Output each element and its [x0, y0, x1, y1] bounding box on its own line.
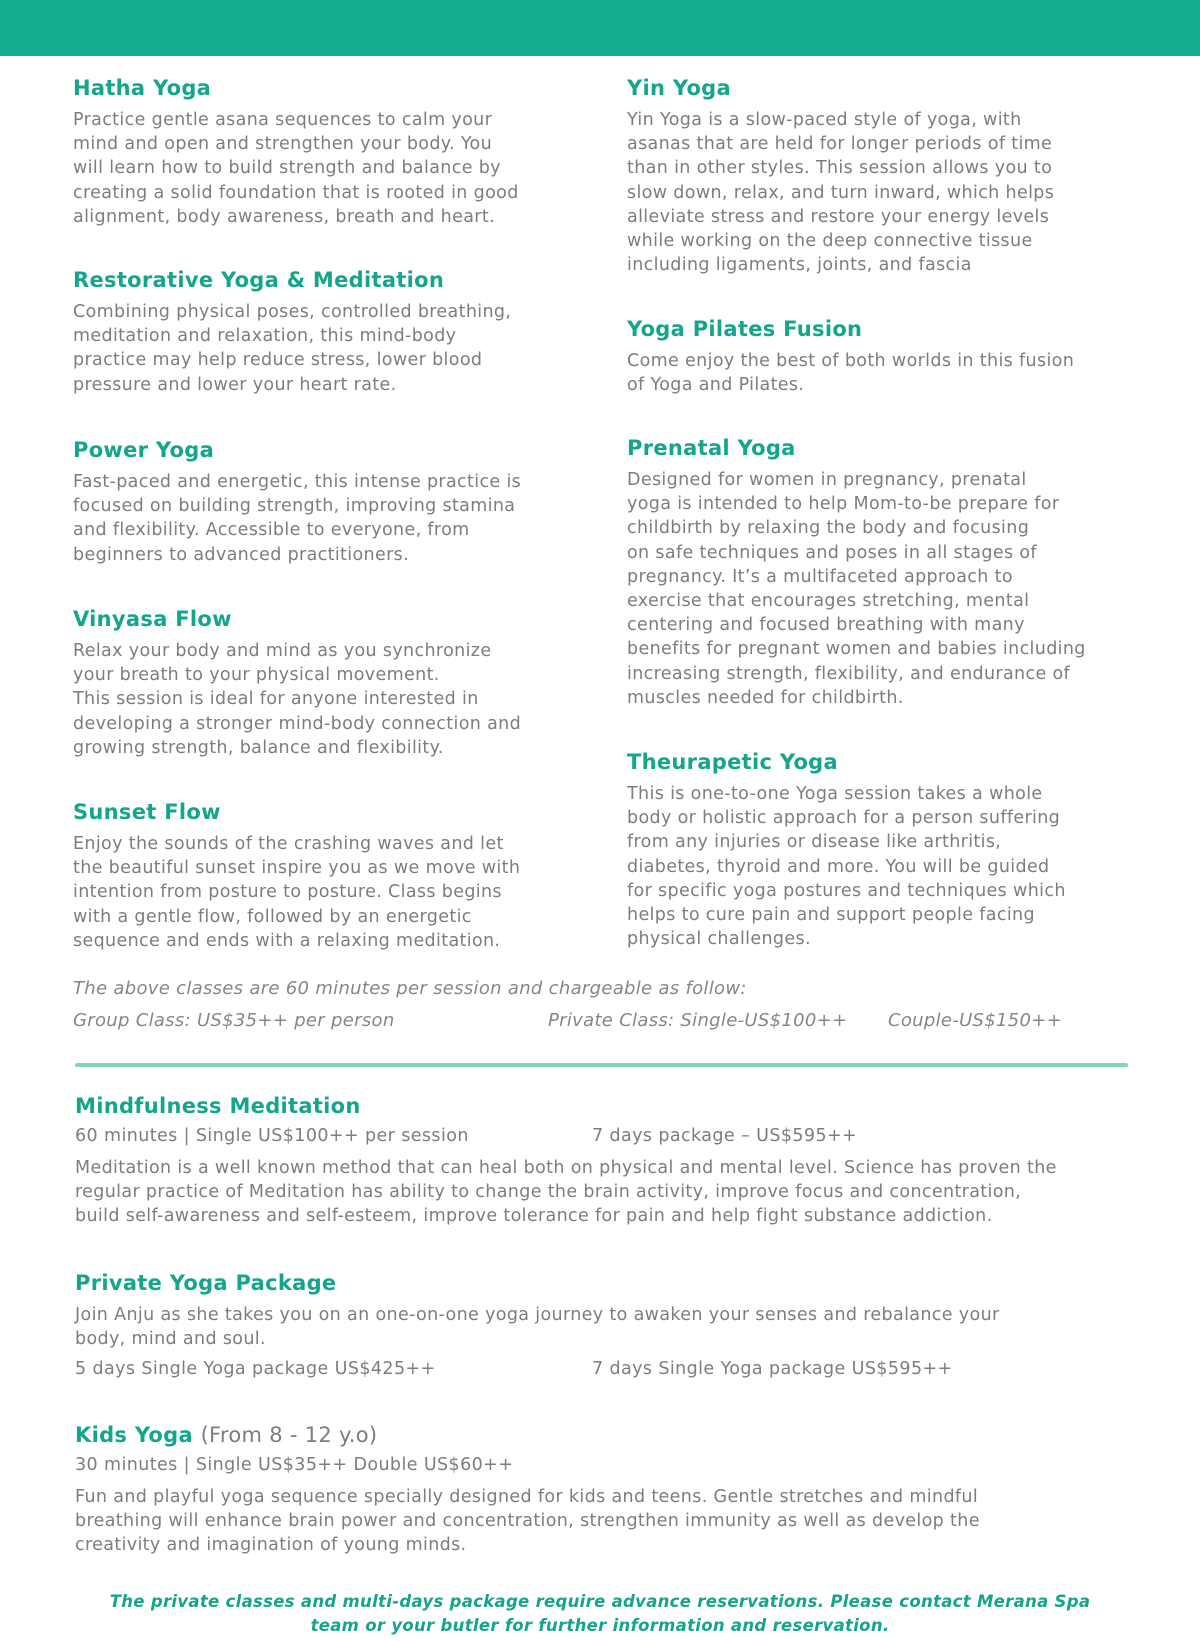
- group-class-price: Group Class: US$35++ per person: [73, 1010, 395, 1031]
- mindfulness-package-price: 7 days package – US$595++: [592, 1126, 858, 1146]
- section-description: Come enjoy the best of both worlds in this fusion of Yoga and Pilates.: [627, 351, 1075, 396]
- section-divider: [75, 1063, 1128, 1067]
- section-mindfulness-meditation: [75, 1092, 1135, 1229]
- kids-yoga-title: Kids Yoga: [75, 1423, 193, 1447]
- section-therapeutic-yoga: [627, 748, 1066, 951]
- section-description: Practice gentle asana sequences to calm your mind and open and strengthen your body. You will learn how to build strength and balance by creating a solid foundation that is rooted in good alignment, body awareness, breath and heart.: [73, 110, 519, 227]
- section-description: Fast-paced and energetic, this intense practice is focused on building strength, improving stamina and flexibility. Accessible to everyone, from beginners to advanced practitioners.: [73, 472, 522, 565]
- section-title: Hatha Yoga: [73, 76, 212, 100]
- section-description: Meditation is a well known method that can heal both on physical and mental level. Science has proven the regular practice of Meditation has ability to change the brain activity, improve focus and concentration, build self-awareness and self-esteem, improve tolerance for pain and help fight substance addiction.: [75, 1158, 1057, 1227]
- section-title: Yoga Pilates Fusion: [627, 317, 863, 341]
- section-description: Yin Yoga is a slow-paced style of yoga, with asanas that are held for longer periods of time than in other styles. This session allows you to slow down, relax, and turn inward, which helps alleviate stress and restore your energy levels while working on the deep connective tissue including ligaments, joints, and fascia: [627, 110, 1055, 276]
- top-banner: [0, 0, 1200, 56]
- section-description: Fun and playful yoga sequence specially designed for kids and teens. Gentle stretches and mindful breathing will enhance brain power and concentration, strengthen immunity as well as develop the creativity and imagination of young minds.: [75, 1487, 980, 1556]
- section-yin-yoga: [627, 74, 1054, 277]
- section-yoga-pilates-fusion: [627, 315, 1074, 397]
- five-day-package-price: 5 days Single Yoga package US$425++: [75, 1359, 436, 1380]
- couple-class-price: Couple-US$150++: [888, 1010, 1063, 1031]
- private-class-price: Private Class: Single-US$100++: [548, 1010, 848, 1031]
- section-hatha-yoga: [73, 74, 519, 229]
- section-description: Join Anju as she takes you on an one-on-one yoga journey to awaken your senses and rebalance your body, mind and soul.: [75, 1305, 1000, 1350]
- pricing-note: The above classes are 60 minutes per session and chargeable as follow:: [73, 978, 747, 999]
- section-description: Relax your body and mind as you synchronize your breath to your physical movement. This session is ideal for anyone interested in developing a stronger mind-body connection and growing strength, balance and flexibility.: [73, 641, 522, 758]
- section-title: Power Yoga: [73, 438, 215, 462]
- section-title: Theurapetic Yoga: [627, 750, 838, 774]
- seven-day-package-price: 7 days Single Yoga package US$595++: [592, 1359, 953, 1380]
- section-description: Designed for women in pregnancy, prenatal yoga is intended to help Mom-to-be prepare for childbirth by relaxing the body and focusing on safe techniques and poses in all stages of pregnancy. It’s a multifaceted approach to exercise that encourages stretching, mental centering and focused breathing with many benefits for pregnant women and babies including increasing strength, flexibility, and endurance of muscles needed for childbirth.: [627, 470, 1086, 708]
- section-title: Sunset Flow: [73, 800, 221, 824]
- section-kids-yoga: [75, 1421, 1135, 1558]
- section-sunset-flow: [73, 798, 520, 953]
- section-title: Restorative Yoga & Meditation: [73, 268, 445, 292]
- section-description: Combining physical poses, controlled breathing, meditation and relaxation, this mind-body practice may help reduce stress, lower blood pressure and lower your heart rate.: [73, 302, 512, 395]
- section-vinyasa-flow: [73, 605, 521, 760]
- section-description: This is one-to-one Yoga session takes a whole body or holistic approach for a person suffering from any injuries or disease like arthritis, diabetes, thyroid and more. You will be guided for specific yoga postures and techniques which helps to cure pain and support people facing physical challenges.: [627, 784, 1066, 950]
- section-power-yoga: [73, 436, 521, 567]
- section-private-yoga-package: [75, 1269, 1135, 1389]
- kids-yoga-price: 30 minutes | Single US$35++ Double US$60++: [75, 1455, 514, 1475]
- section-description: Enjoy the sounds of the crashing waves and let the beautiful sunset inspire you as we move with intention from posture to posture. Class begins with a gentle flow, followed by an energetic sequence and ends with a relaxing meditation.: [73, 834, 521, 951]
- section-title: [75, 1421, 1135, 1449]
- section-title: Prenatal Yoga: [627, 436, 796, 460]
- section-title: Private Yoga Package: [75, 1271, 337, 1295]
- section-title: Mindfulness Meditation: [75, 1094, 361, 1118]
- kids-age-range: (From 8 - 12 y.o): [200, 1423, 378, 1447]
- section-title: Yin Yoga: [627, 76, 731, 100]
- footer-reservation-note: The private classes and multi-days package require advance reservations. Please contact Merana Spa team or your butler for further information and reservation.: [109, 1592, 1091, 1635]
- section-restorative-yoga: [73, 266, 511, 397]
- section-prenatal-yoga: [627, 434, 1086, 710]
- section-title: Vinyasa Flow: [73, 607, 232, 631]
- mindfulness-single-price: 60 minutes | Single US$100++ per session: [75, 1126, 469, 1146]
